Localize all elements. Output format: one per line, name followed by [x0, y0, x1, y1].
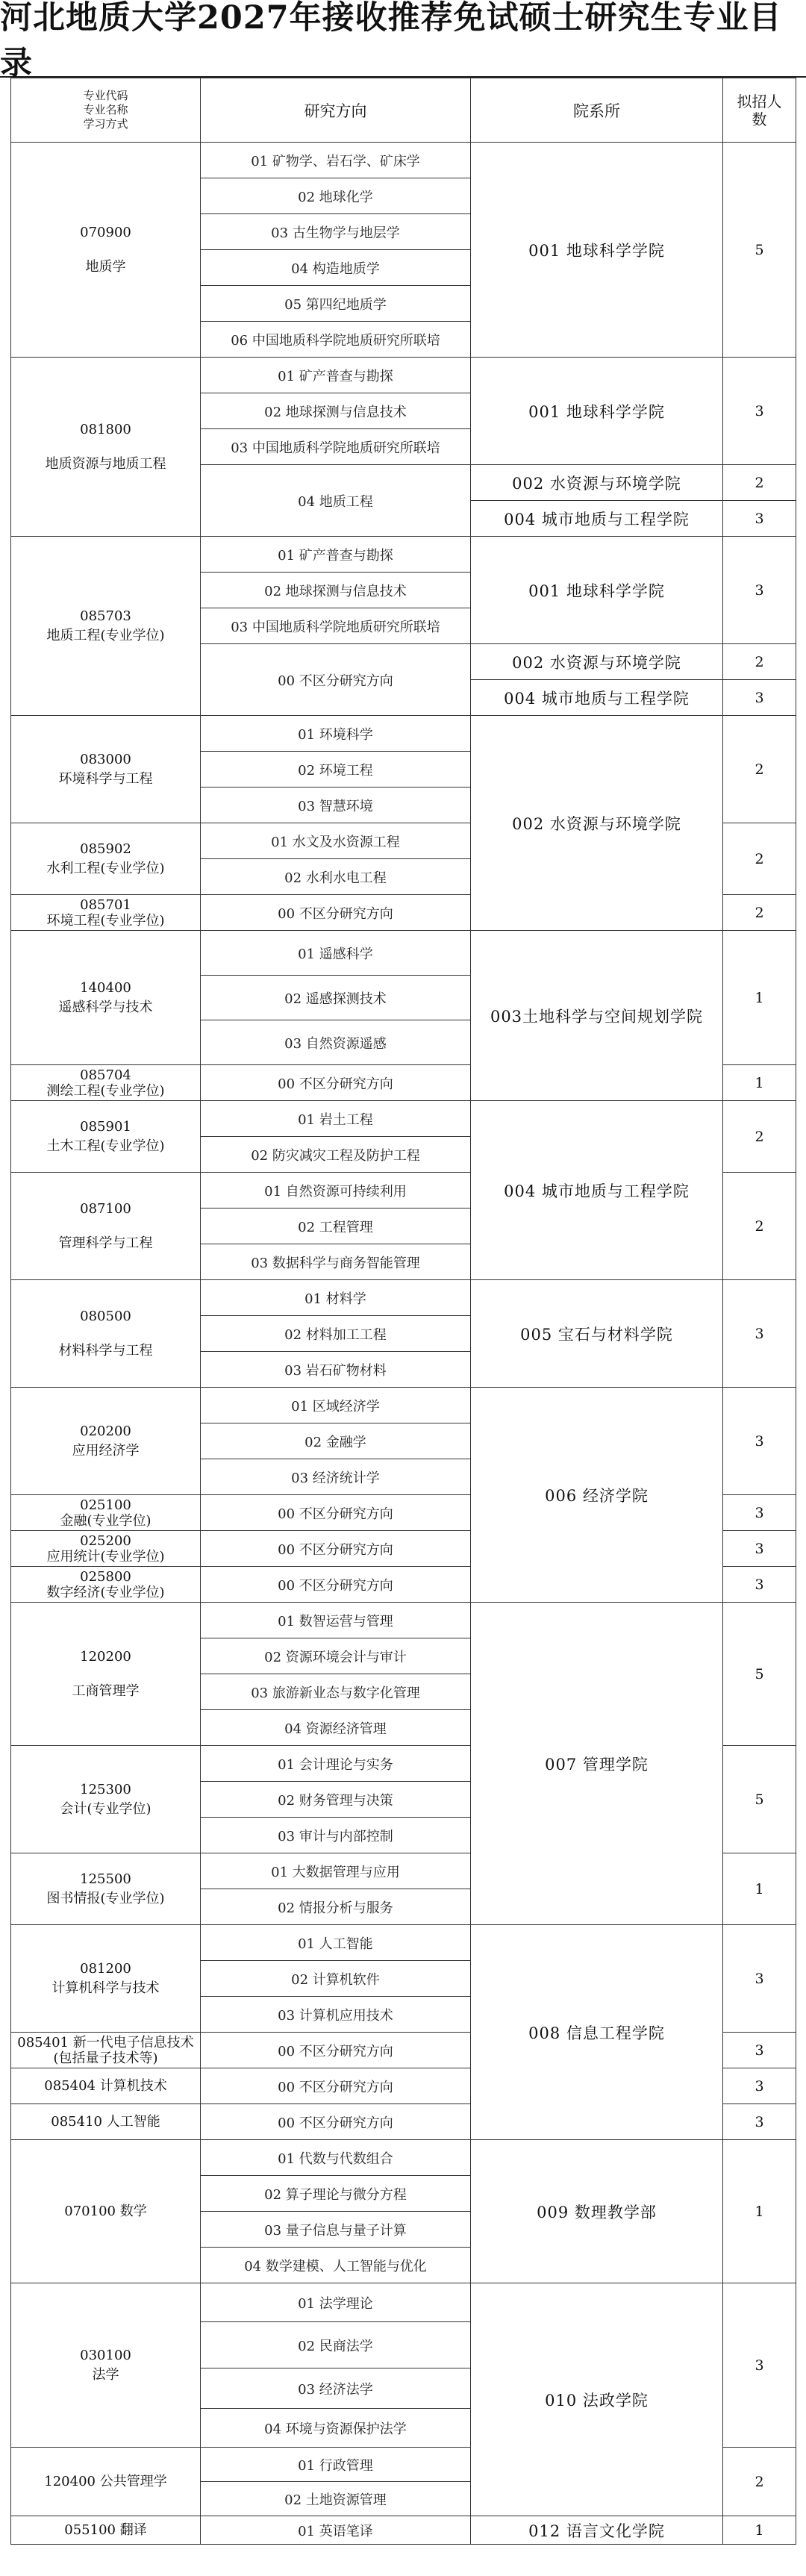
direction-cell: 03 岩石矿物材料	[201, 1352, 471, 1388]
major-cell: 085902 水利工程(专业学位)	[11, 823, 201, 895]
direction-cell: 01 英语笔译	[201, 2516, 471, 2545]
major-cell: 120200 工商管理学	[11, 1603, 201, 1746]
quota-cell: 3	[723, 1280, 796, 1388]
header-institute: 院系所	[471, 78, 723, 143]
direction-cell: 04 资源经济管理	[201, 1710, 471, 1746]
institute-cell: 003土地科学与空间规划学院	[471, 931, 723, 1101]
direction-cell: 00 不区分研究方向	[201, 1495, 471, 1531]
major-cell: 081200 计算机科学与技术	[11, 1925, 201, 2033]
quota-cell: 3	[723, 680, 796, 716]
direction-cell: 03 数据科学与商务智能管理	[201, 1244, 471, 1280]
quota-cell: 2	[723, 895, 796, 931]
quota-cell: 2	[723, 2448, 796, 2516]
institute-cell: 009 数理教学部	[471, 2140, 723, 2283]
institute-cell: 002 水资源与环境学院	[471, 465, 723, 501]
direction-cell: 00 不区分研究方向	[201, 895, 471, 931]
quota-cell: 2	[723, 823, 796, 895]
quota-cell: 3	[723, 2033, 796, 2068]
quota-cell: 5	[723, 143, 796, 358]
major-cell: 070100 数学	[11, 2140, 201, 2283]
direction-cell: 01 代数与代数组合	[201, 2140, 471, 2176]
direction-cell: 00 不区分研究方向	[201, 644, 471, 716]
quota-cell: 3	[723, 1925, 796, 2033]
institute-cell: 010 法政学院	[471, 2283, 723, 2516]
direction-cell: 02 民商法学	[201, 2322, 471, 2368]
major-cell: 140400 遥感科学与技术	[11, 931, 201, 1065]
header-major: 专业代码 专业名称 学习方式	[11, 78, 201, 143]
quota-cell: 5	[723, 1603, 796, 1746]
quota-cell: 1	[723, 2140, 796, 2283]
direction-cell: 02 金融学	[201, 1423, 471, 1459]
major-cell: 055100 翻译	[11, 2516, 201, 2545]
direction-cell: 02 水利水电工程	[201, 859, 471, 895]
direction-cell: 00 不区分研究方向	[201, 1567, 471, 1603]
direction-cell: 00 不区分研究方向	[201, 1531, 471, 1567]
quota-cell: 3	[723, 358, 796, 465]
direction-cell: 03 旅游新业态与数字化管理	[201, 1674, 471, 1710]
direction-cell: 00 不区分研究方向	[201, 2033, 471, 2068]
institute-cell: 005 宝石与材料学院	[471, 1280, 723, 1388]
quota-cell: 3	[723, 1388, 796, 1495]
direction-cell: 04 地质工程	[201, 465, 471, 537]
direction-cell: 02 资源环境会计与审计	[201, 1638, 471, 1674]
major-cell: 080500 材料科学与工程	[11, 1280, 201, 1388]
direction-cell: 03 经济法学	[201, 2368, 471, 2409]
quota-cell: 3	[723, 501, 796, 537]
quota-cell: 1	[723, 1853, 796, 1925]
direction-cell: 00 不区分研究方向	[201, 2068, 471, 2104]
direction-cell: 01 遥感科学	[201, 931, 471, 976]
major-cell: 025800 数字经济(专业学位)	[11, 1567, 201, 1603]
major-cell: 083000 环境科学与工程	[11, 716, 201, 823]
quota-cell: 2	[723, 716, 796, 823]
quota-cell: 2	[723, 1101, 796, 1173]
direction-cell: 04 构造地质学	[201, 250, 471, 286]
direction-cell: 01 岩土工程	[201, 1101, 471, 1137]
direction-cell: 03 量子信息与量子计算	[201, 2212, 471, 2248]
direction-cell: 03 计算机应用技术	[201, 1997, 471, 2033]
direction-cell: 02 地球探测与信息技术	[201, 573, 471, 608]
quota-cell: 3	[723, 1567, 796, 1603]
direction-cell: 01 区域经济学	[201, 1388, 471, 1423]
quota-cell: 2	[723, 644, 796, 680]
quota-cell: 1	[723, 1065, 796, 1101]
direction-cell: 03 古生物学与地层学	[201, 214, 471, 250]
direction-cell: 01 矿物学、岩石学、矿床学	[201, 143, 471, 178]
direction-cell: 04 环境与资源保护法学	[201, 2409, 471, 2448]
major-cell: 081800 地质资源与地质工程	[11, 358, 201, 537]
table-row	[11, 143, 796, 178]
quota-cell: 2	[723, 1173, 796, 1280]
direction-cell: 01 人工智能	[201, 1925, 471, 1961]
direction-cell: 01 材料学	[201, 1280, 471, 1316]
major-cell: 125300 会计(专业学位)	[11, 1746, 201, 1853]
quota-cell: 1	[723, 2516, 796, 2545]
institute-cell: 001 地球科学学院	[471, 537, 723, 644]
quota-cell: 3	[723, 2068, 796, 2104]
direction-cell: 02 地球化学	[201, 178, 471, 214]
major-cell: 085410 人工智能	[11, 2104, 201, 2140]
quota-cell: 2	[723, 465, 796, 501]
direction-cell: 03 中国地质科学院地质研究所联培	[201, 429, 471, 465]
page-title: 河北地质大学2027年接收推荐免试硕士研究生专业目录	[0, 0, 806, 78]
major-cell: 087100 管理科学与工程	[11, 1173, 201, 1280]
catalog-table	[10, 78, 796, 2545]
major-cell: 025100 金融(专业学位)	[11, 1495, 201, 1531]
quota-cell: 5	[723, 1746, 796, 1853]
direction-cell: 02 遥感探测技术	[201, 976, 471, 1020]
institute-cell: 004 城市地质与工程学院	[471, 680, 723, 716]
direction-cell: 02 算子理论与微分方程	[201, 2176, 471, 2212]
institute-cell: 001 地球科学学院	[471, 143, 723, 358]
direction-cell: 02 土地资源管理	[201, 2482, 471, 2516]
direction-cell: 00 不区分研究方向	[201, 2104, 471, 2140]
major-cell: 020200 应用经济学	[11, 1388, 201, 1495]
major-cell: 085701 环境工程(专业学位)	[11, 895, 201, 931]
direction-cell: 01 法学理论	[201, 2283, 471, 2322]
major-cell: 070900 地质学	[11, 143, 201, 358]
quota-cell: 3	[723, 2104, 796, 2140]
direction-cell: 02 地球探测与信息技术	[201, 393, 471, 429]
institute-cell: 012 语言文化学院	[471, 2516, 723, 2545]
major-cell: 120400 公共管理学	[11, 2448, 201, 2516]
direction-cell: 01 会计理论与实务	[201, 1746, 471, 1782]
institute-cell: 006 经济学院	[471, 1388, 723, 1603]
institute-cell: 007 管理学院	[471, 1603, 723, 1925]
direction-cell: 02 财务管理与决策	[201, 1782, 471, 1818]
direction-cell: 02 材料加工工程	[201, 1316, 471, 1352]
header-direction: 研究方向	[201, 78, 471, 143]
institute-cell: 004 城市地质与工程学院	[471, 1101, 723, 1280]
direction-cell: 04 数学建模、人工智能与优化	[201, 2248, 471, 2283]
direction-cell: 02 工程管理	[201, 1209, 471, 1244]
header-quota: 拟招人 数	[723, 78, 796, 143]
major-cell: 085703 地质工程(专业学位)	[11, 537, 201, 716]
direction-cell: 01 水文及水资源工程	[201, 823, 471, 859]
direction-cell: 02 防灾减灾工程及防护工程	[201, 1137, 471, 1173]
direction-cell: 01 数智运营与管理	[201, 1603, 471, 1638]
institute-cell: 002 水资源与环境学院	[471, 644, 723, 680]
direction-cell: 01 行政管理	[201, 2448, 471, 2482]
direction-cell: 03 经济统计学	[201, 1459, 471, 1495]
major-cell: 125500 图书情报(专业学位)	[11, 1853, 201, 1925]
major-cell: 085401 新一代电子信息技术 (包括量子技术等)	[11, 2033, 201, 2068]
major-cell: 085404 计算机技术	[11, 2068, 201, 2104]
institute-cell: 001 地球科学学院	[471, 358, 723, 465]
quota-cell: 1	[723, 931, 796, 1065]
institute-cell: 004 城市地质与工程学院	[471, 501, 723, 537]
direction-cell: 03 审计与内部控制	[201, 1818, 471, 1853]
table-header	[11, 78, 796, 143]
direction-cell: 03 中国地质科学院地质研究所联培	[201, 608, 471, 644]
direction-cell: 01 大数据管理与应用	[201, 1853, 471, 1889]
direction-cell: 01 矿产普查与勘探	[201, 537, 471, 573]
direction-cell: 01 矿产普查与勘探	[201, 358, 471, 393]
major-cell: 030100 法学	[11, 2283, 201, 2448]
major-cell: 085901 土木工程(专业学位)	[11, 1101, 201, 1173]
institute-cell: 008 信息工程学院	[471, 1925, 723, 2140]
institute-cell: 002 水资源与环境学院	[471, 716, 723, 931]
direction-cell: 05 第四纪地质学	[201, 286, 471, 322]
direction-cell: 00 不区分研究方向	[201, 1065, 471, 1101]
direction-cell: 02 计算机软件	[201, 1961, 471, 1997]
quota-cell: 3	[723, 2283, 796, 2448]
major-cell: 085704 测绘工程(专业学位)	[11, 1065, 201, 1101]
quota-cell: 3	[723, 1495, 796, 1531]
direction-cell: 01 自然资源可持续利用	[201, 1173, 471, 1209]
direction-cell: 02 环境工程	[201, 752, 471, 788]
direction-cell: 03 智慧环境	[201, 788, 471, 823]
quota-cell: 3	[723, 537, 796, 644]
direction-cell: 06 中国地质科学院地质研究所联培	[201, 322, 471, 358]
quota-cell: 3	[723, 1531, 796, 1567]
major-cell: 025200 应用统计(专业学位)	[11, 1531, 201, 1567]
direction-cell: 01 环境科学	[201, 716, 471, 752]
direction-cell: 02 情报分析与服务	[201, 1889, 471, 1925]
direction-cell: 03 自然资源遥感	[201, 1020, 471, 1065]
